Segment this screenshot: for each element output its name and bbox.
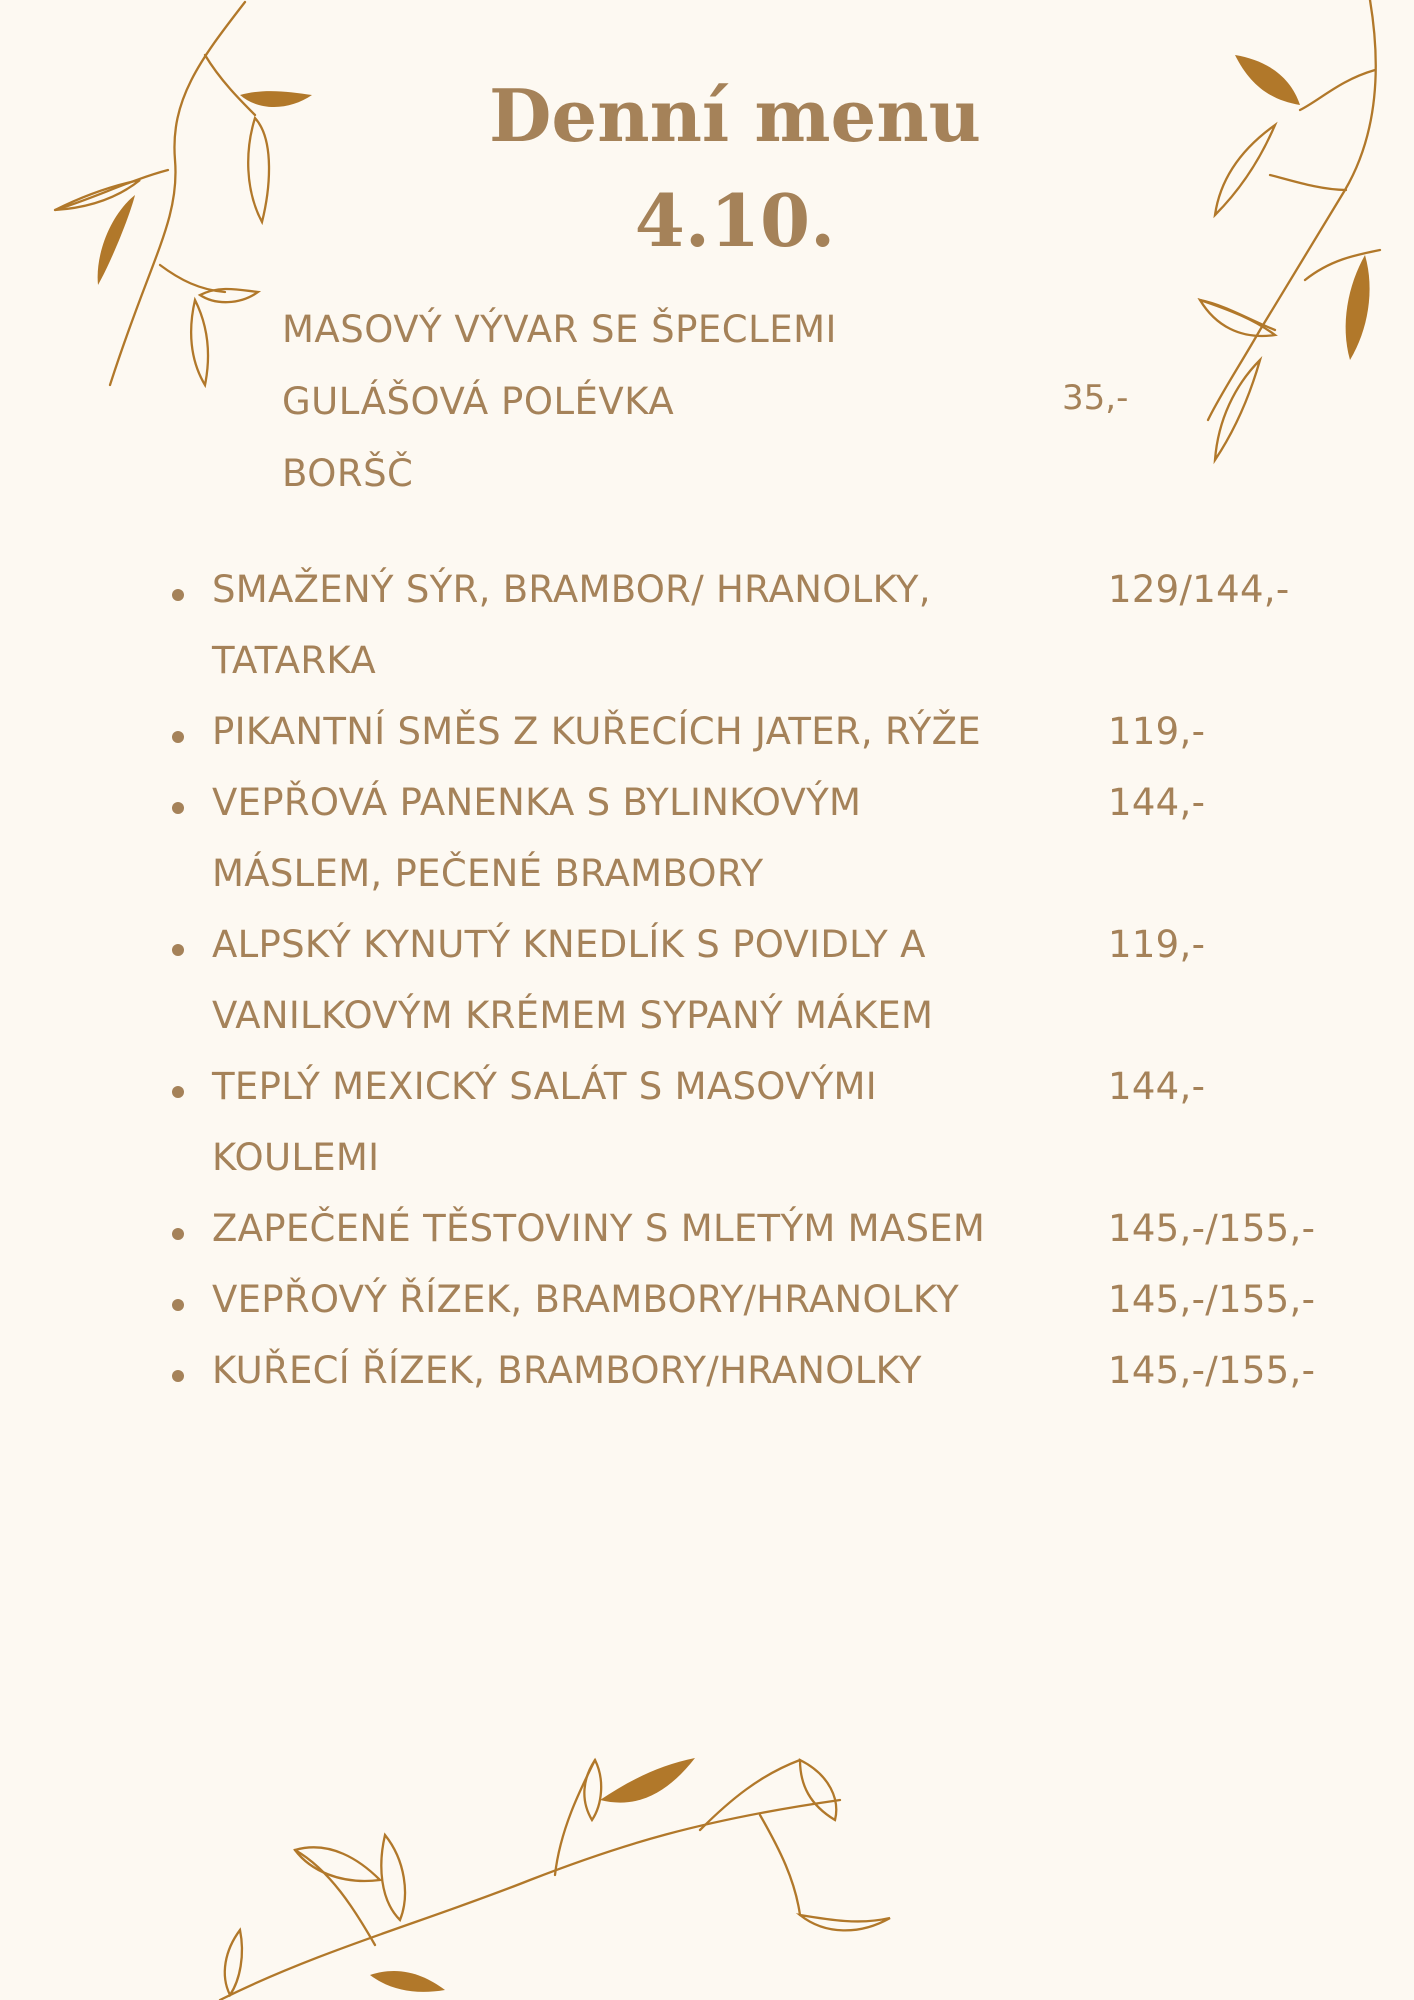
bullet-icon (172, 1370, 184, 1382)
soup-item: BORŠČ (282, 452, 414, 495)
item-name-cont: MÁSLEM, PEČENÉ BRAMBORY (212, 852, 764, 895)
menu-date: 4.10. (634, 178, 836, 263)
bullet-icon (172, 802, 184, 814)
item-name: KUŘECÍ ŘÍZEK, BRAMBORY/HRANOLKY (212, 1349, 922, 1392)
item-price: 129/144,- (1108, 568, 1290, 611)
bullet-icon (172, 1228, 184, 1240)
item-price: 145,-/155,- (1108, 1278, 1316, 1321)
bullet-icon (172, 1086, 184, 1098)
soup-price: 35,- (1062, 378, 1129, 418)
item-name: ZAPEČENÉ TĚSTOVINY S MLETÝM MASEM (212, 1207, 986, 1250)
soup-item: GULÁŠOVÁ POLÉVKA (282, 380, 675, 423)
bullet-icon (172, 1299, 184, 1311)
item-name-cont: KOULEMI (212, 1136, 380, 1179)
item-name: ALPSKÝ KYNUTÝ KNEDLÍK S POVIDLY A (212, 923, 926, 966)
item-name: VEPŘOVÁ PANENKA S BYLINKOVÝM (212, 781, 862, 824)
item-name-cont: VANILKOVÝM KRÉMEM SYPANÝ MÁKEM (212, 994, 934, 1037)
item-name: TEPLÝ MEXICKÝ SALÁT S MASOVÝMI (212, 1065, 877, 1108)
bullet-icon (172, 944, 184, 956)
item-name: VEPŘOVÝ ŘÍZEK, BRAMBORY/HRANOLKY (212, 1278, 959, 1321)
page-title: Denní menu (488, 73, 982, 158)
item-price: 145,-/155,- (1108, 1349, 1316, 1392)
item-price: 144,- (1108, 1065, 1206, 1108)
item-price: 145,-/155,- (1108, 1207, 1316, 1250)
item-price: 144,- (1108, 781, 1206, 824)
item-price: 119,- (1108, 923, 1206, 966)
item-name-cont: TATARKA (212, 639, 376, 682)
bullet-icon (172, 731, 184, 743)
item-name: PIKANTNÍ SMĚS Z KUŘECÍCH JATER, RÝŽE (212, 710, 981, 753)
soup-item: MASOVÝ VÝVAR SE ŠPECLEMI (282, 308, 837, 351)
item-price: 119,- (1108, 710, 1206, 753)
leaf-branch-icon (200, 1720, 920, 2000)
bullet-icon (172, 589, 184, 601)
item-name: SMAŽENÝ SÝR, BRAMBOR/ HRANOLKY, (212, 568, 931, 611)
